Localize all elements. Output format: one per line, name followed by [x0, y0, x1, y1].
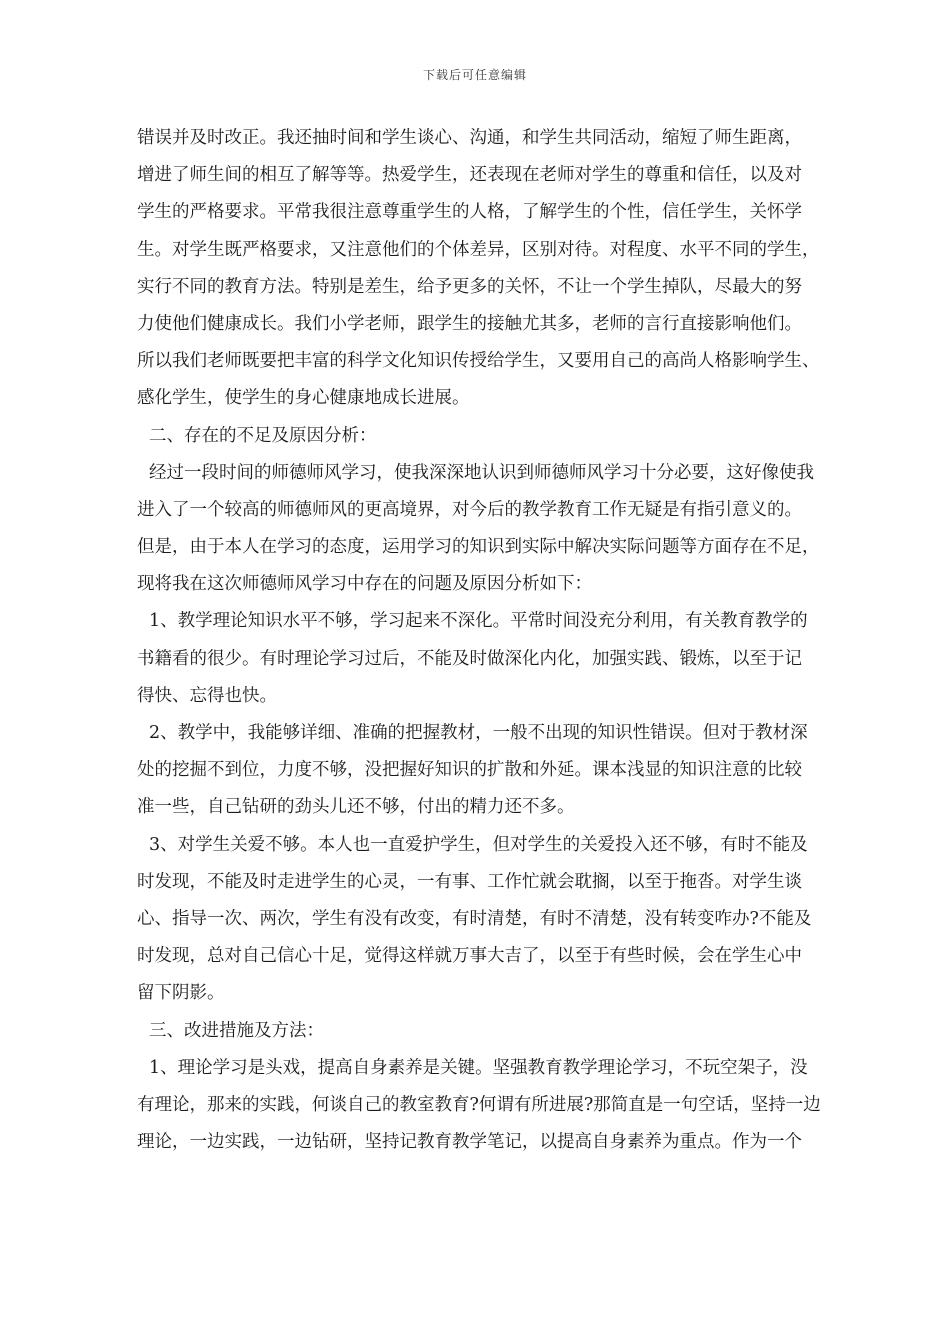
text-line: 所以我们老师既要把丰富的科学文化知识传授给学生，又要用自己的高尚人格影响学生、	[137, 351, 820, 372]
text-line: 3、对学生关爱不够。本人也一直爱护学生，但对学生的关爱投入还不够，有时不能及	[149, 834, 808, 855]
text-line: 1、教学理论知识水平不够，学习起来不深化。平常时间没充分利用，有关教育教学的	[149, 611, 808, 632]
text-line: 得快、忘得也快。	[137, 685, 277, 706]
text-line: 错误并及时改正。我还抽时间和学生谈心、沟通，和学生共同活动，缩短了师生距离，	[137, 128, 802, 148]
text-line: 有理论，那来的实践，何谈自己的教室教育?何谓有所进展?那简直是一句空话，坚持一边	[137, 1094, 821, 1115]
text-line: 增进了师生间的相互了解等等。热爱学生，还表现在老师对学生的尊重和信任，以及对	[137, 165, 802, 186]
text-line: 1、理论学习是头戏，提高自身素养是关键。坚强教育教学理论学习，不玩空架子，没	[149, 1057, 808, 1078]
text-line: 实行不同的教育方法。特别是差生，给予更多的关怀，不让一个学生掉队，尽最大的努	[137, 276, 802, 297]
page-header: 下载后可任意编辑	[422, 68, 527, 82]
text-line: 现将我在这次师德师风学习中存在的问题及原因分析如下：	[137, 574, 592, 595]
text-line: 感化学生，使学生的身心健康地成长进展。	[137, 388, 470, 409]
text-line: 生。对学生既严格要求，又注意他们的个体差异，区别对待。对程度、水平不同的学生，	[137, 239, 820, 260]
document-body	[137, 120, 897, 1161]
text-line: 2、教学中，我能够详细、准确的把握教材，一般不出现的知识性错误。但对于教材深	[149, 723, 808, 743]
text-line: 时发现，不能及时走进学生的心灵，一有事、工作忙就会耽搁，以至于拖沓。对学生谈	[137, 871, 802, 892]
text-line: 书籍看的很少。有时理论学习过后，不能及时做深化内化，加强实践、锻炼，以至于记	[137, 648, 802, 669]
text-line: 准一些，自己钻研的劲头儿还不够，付出的精力还不多。	[137, 797, 575, 818]
text-line: 时发现，总对自己信心十足，觉得这样就万事大吉了，以至于有些时候，会在学生心中	[137, 946, 802, 967]
text-line: 进入了一个较高的师德师风的更高境界，对今后的教学教育工作无疑是有指引意义的。	[137, 499, 802, 520]
section-heading: 二、存在的不足及原因分析：	[149, 425, 377, 446]
section-heading: 三、改进措施及方法：	[149, 1020, 324, 1041]
text-line: 理论，一边实践，一边钻研，坚持记教育教学笔记，以提高自身素养为重点。作为一个	[137, 1132, 802, 1153]
text-line: 经过一段时间的师德师风学习，使我深深地认识到师德师风学习十分必要，这好像使我	[149, 462, 814, 483]
text-line: 心、指导一次、两次，学生有没有改变，有时清楚，有时不清楚，没有转变咋办?不能及	[137, 908, 812, 929]
text-line: 学生的严格要求。平常我很注意尊重学生的人格，了解学生的个性，信任学生，关怀学	[137, 202, 802, 223]
text-line: 力使他们健康成长。我们小学老师，跟学生的接触尤其多，老师的言行直接影响他们。	[137, 313, 802, 334]
text-line: 留下阴影。	[137, 983, 225, 1004]
text-line: 处的挖掘不到位，力度不够，没把握好知识的扩散和外延。课本浅显的知识注意的比较	[137, 760, 802, 781]
text-line: 但是，由于本人在学习的态度，运用学习的知识到实际中解决实际问题等方面存在不足，	[137, 537, 820, 558]
